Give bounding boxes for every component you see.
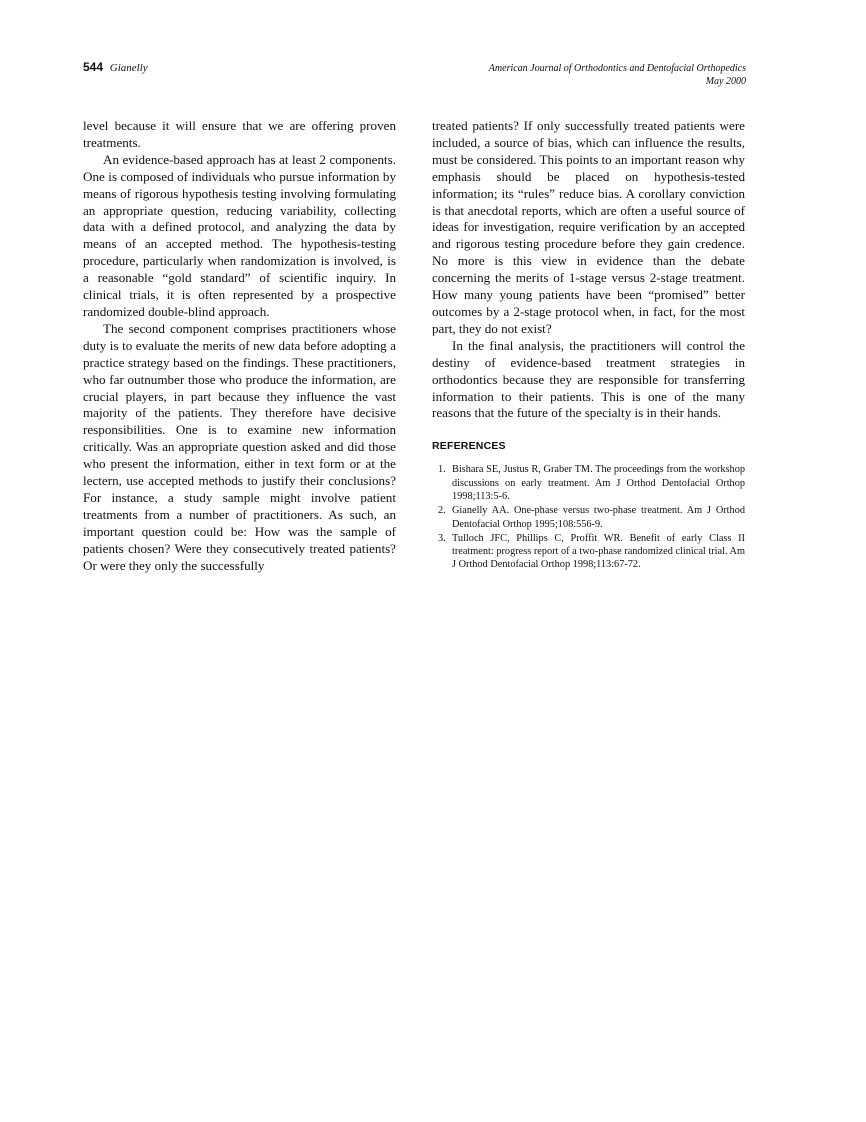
body-paragraph: The second component comprises practitioners whose duty is to evaluate the merits of new data before adopting a practice strategy based on the findings. These practitioners, who far outnumber those who produce the information, are crucial players, in part because they influence the vast majority of the patients. They therefore have decisive responsibilities. One is to examine new information critically. Was an appropriate question asked and did those who present the information, either in text form or at the lectern, use accepted methods to justify their conclusions? For instance, a study sample might involve patient treatments from a number of practitioners. As such, an important question could be: How was the sample of patients chosen? Were they consecutively treated patients? Or were they only the successfully xyxy=(83,320,396,573)
running-header-right xyxy=(406,62,746,88)
running-author: Gianelly xyxy=(109,62,148,74)
reference-text: Tulloch JFC, Phillips C, Proffit WR. Benefit of early Class II treatment: progress report of a two-phase randomized clinical trial. Am J Orthod Dentofacial Orthop 1998;113:67-72. xyxy=(452,532,745,571)
body-paragraph: level because it will ensure that we are offering proven treatments. xyxy=(83,118,396,150)
reference-item xyxy=(432,463,745,503)
reference-item xyxy=(432,504,745,531)
page-number: 544 xyxy=(83,60,104,74)
reference-list xyxy=(432,463,745,571)
issue-date: May 2000 xyxy=(705,76,746,87)
reference-item xyxy=(432,532,745,572)
body-paragraph: In the final analysis, the practitioners will control the destiny of evidence-based treatment strategies in orthodontics because they are responsible for transferring information to their patients. This is one of the many reasons that the future of the specialty is in their hands. xyxy=(432,337,745,421)
reference-number: 2. xyxy=(438,505,446,517)
reference-number: 3. xyxy=(438,532,446,544)
references-heading: REFERENCES xyxy=(432,440,506,453)
reference-number: 1. xyxy=(438,464,446,476)
left-column xyxy=(83,118,396,574)
journal-title: American Journal of Orthodontics and Dentofacial Orthopedics xyxy=(488,63,746,74)
body-paragraph: treated patients? If only successfully treated patients were included, a source of bias, which can influence the results, must be considered. This points to an important reason why emphasis should be placed on hypothesis-tested information; its “rules” reduce bias. A corollary conviction is that anecdotal reports, which are often a useful source of ideas for investigation, require verification by an accepted and rigorous testing procedure before they gain credence. No more is this view in evidence than the debate concerning the merits of 1-stage versus 2-stage treatment. How many young patients have been “promised” better outcomes by a 2-stage protocol when, in fact, for the most part, they do not exist? xyxy=(432,118,745,336)
right-column xyxy=(432,118,745,573)
body-paragraph: An evidence-based approach has at least 2 components. One is composed of individuals who pursue information by means of rigorous hypothesis testing involving formulating an appropriate question, reducing variability, collecting data with a defined protocol, and analyzing the data by means of an accepted method. The hypothesis-testing procedure, particularly when randomization is involved, is a reasonable “gold standard” of scientific inquiry. In clinical trials, it is often represented by a prospective randomized double-blind approach. xyxy=(83,151,396,319)
reference-text: Gianelly AA. One-phase versus two-phase treatment. Am J Orthod Dentofacial Orthop 1995;108:556-9. xyxy=(452,505,745,530)
running-header-left xyxy=(83,60,148,75)
reference-text: Bishara SE, Justus R, Graber TM. The proceedings from the workshop discussions on early treatment. Am J Orthod Dentofacial Orthop 1998;113:5-6. xyxy=(452,464,745,502)
